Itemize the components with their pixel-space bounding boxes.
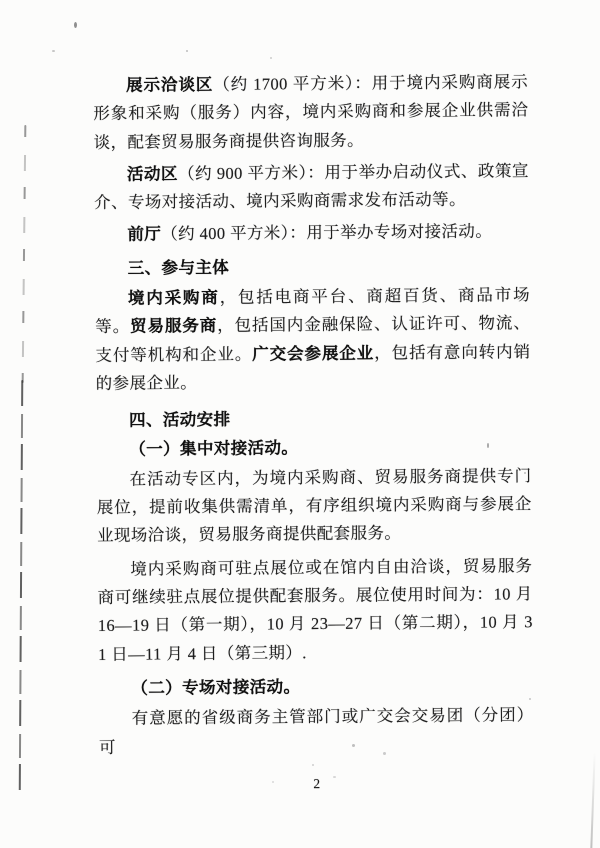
scan-speck	[186, 50, 188, 52]
paragraph-activity-zone	[94, 157, 529, 217]
paragraph-centralized-matchmaking: 在活动专区内，为境内采购商、贸易服务商提供专门展位，提前收集供需清单，有序组织境内采购商与参展企业现场洽谈，贸易服务商提供配套服务。	[96, 466, 532, 546]
paragraph-special-matchmaking: 有意愿的省级商务主管部门或广交会交易团（分团）可	[98, 705, 534, 757]
scan-speck	[52, 50, 55, 52]
heading-4-2-special-matchmaking: （二）专场对接活动。	[131, 677, 301, 698]
paragraph-participants	[95, 281, 531, 398]
scan-right-edge-artifact	[590, 752, 595, 848]
scan-speck	[270, 57, 272, 59]
scan-left-edge-artifact-bottom	[19, 380, 24, 796]
paragraph-front-hall	[94, 218, 529, 250]
heading-section-4-schedule: 四、活动安排	[128, 410, 231, 430]
heading-section-3-participants: 三、参与主体	[127, 257, 230, 278]
bold-term-trade-service-providers: 贸易服务商	[129, 316, 218, 337]
bold-term-exhibition-zone: 展示洽谈区	[126, 74, 214, 95]
bold-term-canton-fair-exhibitors: 广交会参展企业	[252, 343, 375, 364]
scan-speck	[74, 22, 77, 28]
body-text: ，包括有意向转内销的参展企业。	[95, 341, 531, 393]
paragraph-booth-usage-periods: 境内采购商可驻点展位或在馆内自由洽谈，贸易服务商可继续驻点展位提供配套服务。展位使用时间为：10 月 16—19 日（第一期），10 月 23—27 日（第二期），10 月 31 日—11 月 4 日（第三期）.	[97, 555, 533, 664]
bold-term-activity-zone: 活动区	[126, 164, 179, 184]
scan-left-edge-artifact-top	[22, 125, 27, 383]
body-text: （约 1700 平方米）：用于境内采购商展示形象和采购（服务）内容，境内采购商和参展企业供需洽谈，配套贸易服务商提供咨询服务。	[93, 72, 529, 152]
page-number: 2	[313, 775, 321, 791]
document-body	[93, 68, 534, 800]
paragraph-exhibition-negotiation-zone	[93, 68, 529, 157]
heading-4-1-centralized-matchmaking: （一）集中对接活动。	[129, 437, 299, 459]
body-text: ，包括电商平台、商超百货、商品市场等。	[95, 285, 531, 337]
bold-term-front-hall: 前厅	[127, 224, 162, 245]
body-text: （约 900 平方米）：用于举办启动仪式、政策宣介、专场对接活动、境内采购商需求发布活动等。	[94, 161, 529, 213]
bold-term-domestic-buyers: 境内采购商	[127, 287, 220, 308]
body-text: （约 400 平方米）：用于举办专场对接活动。	[161, 222, 493, 244]
body-text: ，包括国内金融保险、认证许可、物流、支付等机构和企业。	[95, 313, 531, 365]
